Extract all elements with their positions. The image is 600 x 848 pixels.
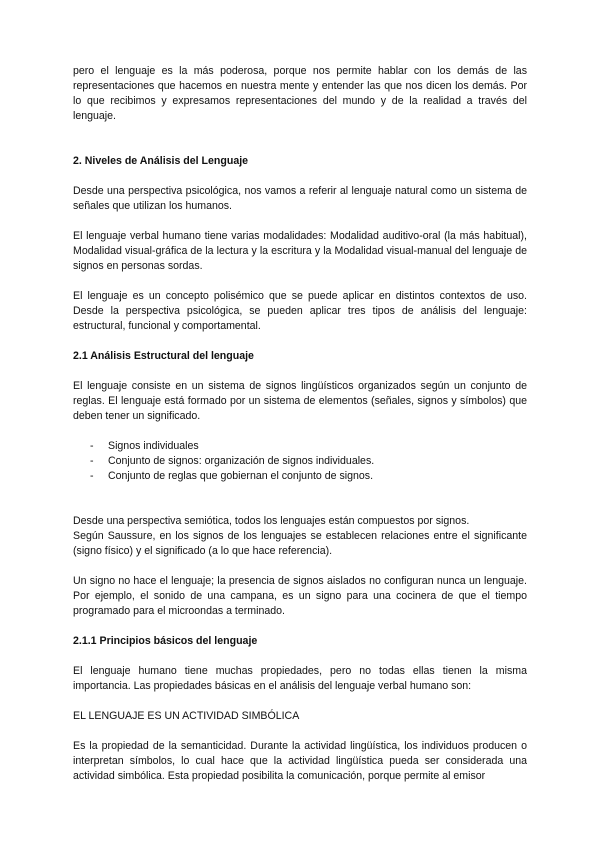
- section-2-paragraph-1: Desde una perspectiva psicológica, nos vamos a referir al lenguaje natural como un sistema de señales que utilizan los humanos.: [73, 185, 527, 212]
- section-2-paragraph-2: El lenguaje verbal humano tiene varias modalidades: Modalidad auditivo-oral (la más habitual), Modalidad visual-gráfica de la lectura y la escritura y la Modalidad visual-manual del lenguaje de signos en personas sordas.: [73, 230, 527, 272]
- saussure-paragraph: Según Saussure, en los signos de los lenguajes se establecen relaciones entre el significante (signo físico) y el significado (a lo que hace referencia).: [73, 530, 527, 557]
- signs-list: [73, 439, 527, 484]
- section-2-1-1-heading: 2.1.1 Principios básicos del lenguaje: [73, 635, 258, 647]
- semiotic-paragraph-line: Desde una perspectiva semiótica, todos los lenguajes están compuestos por signos.: [73, 515, 470, 527]
- section-2-heading: 2. Niveles de Análisis del Lenguaje: [73, 155, 249, 167]
- intro-paragraph: pero el lenguaje es la más poderosa, porque nos permite hablar con los demás de las representaciones que hacemos en nuestra mente y entender las que nos dicen los demás. Por lo que recibimos y expresamos representaciones del mundo y de la realidad a través del lenguaje.: [73, 65, 527, 122]
- list-item: - Signos individuales: [90, 439, 527, 454]
- section-2-1-1-paragraph-2: Es la propiedad de la semanticidad. Durante la actividad lingüística, los individuos producen o interpretan símbolos, lo cual hace que la actividad lingüística pueda ser considerada una actividad simbólica. Esta propiedad posibilita la comunicación, porque permite al emisor: [73, 740, 527, 782]
- section-2-paragraph-3: El lenguaje es un concepto polisémico que se puede aplicar en distintos contextos de uso. Desde la perspectiva psicológica, se pueden aplicar tres tipos de análisis del lenguaje: estructural, funcional y comportamental.: [73, 290, 527, 332]
- section-2-1-paragraph-3: Un signo no hace el lenguaje; la presencia de signos aislados no configuran nunca un lenguaje. Por ejemplo, el sonido de una campana, es un signo para una cocinera de que el tiempo programado para el microondas a terminado.: [73, 575, 527, 617]
- document-page: [73, 64, 527, 784]
- section-2-1-heading: 2.1 Análisis Estructural del lenguaje: [73, 350, 254, 362]
- symbolic-activity-subheading: EL LENGUAJE ES UN ACTIVIDAD SIMBÓLICA: [73, 710, 300, 722]
- list-item: - Conjunto de reglas que gobiernan el conjunto de signos.: [90, 469, 527, 484]
- section-2-1-paragraph-1: El lenguaje consiste en un sistema de signos lingüísticos organizados según un conjunto de reglas. El lenguaje está formado por un sistema de elementos (señales, signos y símbolos) que deben tener un significado.: [73, 380, 527, 422]
- section-2-1-1-paragraph-1: El lenguaje humano tiene muchas propiedades, pero no todas ellas tienen la misma importancia. Las propiedades básicas en el análisis del lenguaje verbal humano son:: [73, 665, 527, 692]
- list-item: - Conjunto de signos: organización de signos individuales.: [90, 454, 527, 469]
